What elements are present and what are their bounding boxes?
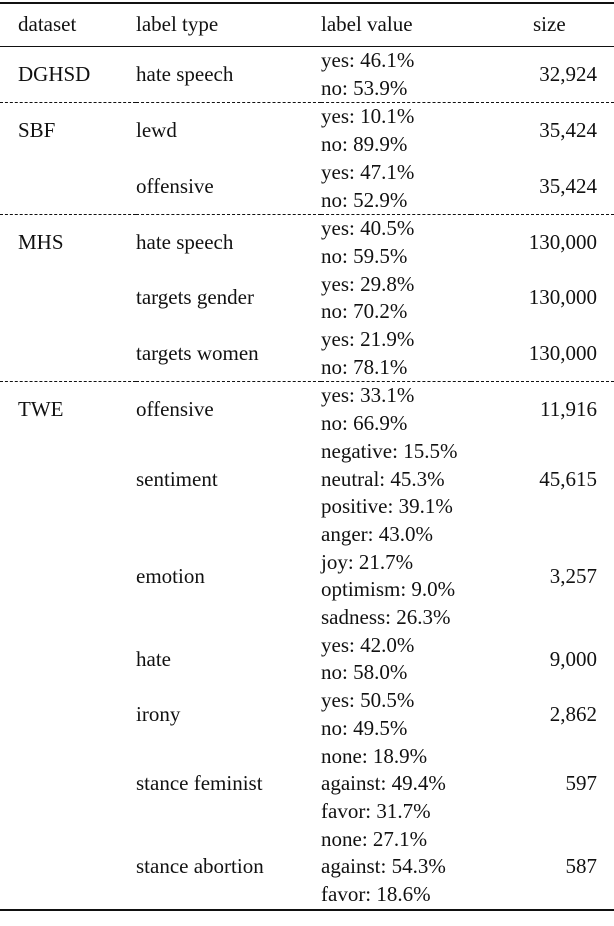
label-type-cell: hate speech [136, 215, 321, 271]
label-value-line: no: 70.2% [321, 299, 408, 324]
label-value-line: yes: 47.1% [321, 159, 415, 184]
table-row [0, 687, 614, 742]
dataset-cell [0, 521, 136, 632]
dataset-cell: MHS [0, 215, 136, 271]
label-value-line: optimism: 9.0% [321, 577, 456, 602]
label-value-line: no: 66.9% [321, 411, 408, 436]
table-row [0, 632, 614, 687]
label-type-cell: hate [136, 646, 171, 671]
label-type-cell: offensive [136, 382, 321, 438]
label-value-line: yes: 10.1% [321, 104, 415, 129]
label-value-line: yes: 40.5% [321, 216, 415, 241]
label-value-line: no: 53.9% [321, 75, 408, 100]
label-type-cell: hate speech [136, 47, 321, 103]
label-value-line: yes: 46.1% [321, 48, 415, 72]
label-value-line: no: 78.1% [321, 354, 408, 379]
header-label-value: label value [321, 12, 413, 37]
label-value-cell [321, 632, 471, 687]
label-value-cell [321, 326, 471, 382]
label-value-line: no: 49.5% [321, 715, 408, 740]
label-value-line: no: 52.9% [321, 187, 408, 212]
dataset-cell [0, 271, 136, 326]
dataset-cell: DGHSD [0, 47, 136, 103]
dataset-cell: TWE [0, 382, 136, 438]
label-value-line: no: 89.9% [321, 132, 408, 157]
dataset-cell [0, 326, 136, 382]
label-value-line: yes: 21.9% [321, 327, 415, 352]
dataset-cell: SBF [0, 103, 136, 159]
label-value-line: against: 54.3% [321, 854, 446, 879]
label-value-line: sadness: 26.3% [321, 605, 451, 630]
size-cell: 11,916 [471, 382, 614, 438]
label-type-cell: targets gender [136, 285, 254, 310]
header-size: size [533, 12, 566, 37]
label-type-cell: sentiment [136, 466, 218, 491]
size-cell: 587 [565, 854, 597, 879]
header-row [0, 3, 614, 47]
table-row [0, 215, 614, 271]
table-row [0, 743, 614, 826]
header-dataset: dataset [18, 12, 77, 37]
label-value-cell [321, 271, 471, 326]
size-cell: 130,000 [528, 285, 597, 310]
table-row [0, 826, 614, 910]
label-type-cell: lewd [136, 103, 321, 159]
label-type-cell: irony [136, 702, 181, 727]
size-cell: 2,862 [549, 702, 597, 727]
label-value-cell [321, 438, 471, 521]
table-row [0, 271, 614, 326]
label-value-line: neutral: 45.3% [321, 466, 445, 491]
size-cell: 9,000 [549, 646, 597, 671]
label-value-cell [321, 521, 471, 632]
label-type-cell: targets women [136, 340, 259, 365]
label-value-line: no: 58.0% [321, 660, 408, 685]
dataset-cell [0, 743, 136, 826]
label-value-cell [321, 743, 471, 826]
label-value-cell [321, 382, 471, 438]
dataset-statistics-table [0, 2, 614, 911]
label-value-line: yes: 42.0% [321, 632, 415, 657]
label-value-line: none: 18.9% [321, 743, 428, 768]
label-value-line: negative: 15.5% [321, 438, 458, 463]
table-row [0, 326, 614, 382]
size-cell: 130,000 [528, 340, 597, 365]
label-value-line: yes: 29.8% [321, 271, 415, 296]
size-cell: 32,924 [471, 47, 614, 103]
size-cell: 130,000 [471, 215, 614, 271]
label-value-line: against: 49.4% [321, 771, 446, 796]
label-type-cell: emotion [136, 563, 205, 588]
size-cell: 45,615 [539, 466, 597, 491]
table-row [0, 47, 614, 103]
table-row [0, 521, 614, 632]
dataset-cell [0, 159, 136, 215]
label-value-cell [321, 215, 471, 271]
label-type-cell: stance abortion [136, 854, 264, 879]
table-row [0, 438, 614, 521]
table-row [0, 159, 614, 215]
dataset-cell [0, 826, 136, 910]
table-row [0, 103, 614, 159]
label-value-cell [321, 687, 471, 742]
label-value-line: no: 59.5% [321, 243, 408, 268]
label-value-line: yes: 33.1% [321, 383, 415, 408]
label-value-cell [321, 826, 471, 910]
label-value-line: joy: 21.7% [321, 549, 414, 574]
table-row [0, 382, 614, 438]
label-value-line: yes: 50.5% [321, 688, 415, 713]
label-value-line: favor: 31.7% [321, 798, 431, 823]
label-type-cell: stance feminist [136, 771, 263, 796]
label-value-line: positive: 39.1% [321, 494, 453, 519]
label-value-cell [321, 103, 471, 159]
label-value-line: none: 27.1% [321, 826, 428, 851]
size-cell: 597 [565, 771, 597, 796]
label-type-cell: offensive [136, 173, 214, 198]
label-value-line: anger: 43.0% [321, 521, 433, 546]
label-value-cell [321, 47, 471, 103]
label-value-cell [321, 159, 471, 215]
size-cell: 35,424 [539, 173, 597, 198]
dataset-cell [0, 687, 136, 742]
table-body [0, 47, 614, 910]
label-value-line: favor: 18.6% [321, 882, 431, 907]
dataset-cell [0, 438, 136, 521]
size-cell: 3,257 [549, 563, 597, 588]
size-cell: 35,424 [471, 103, 614, 159]
header-label-type: label type [136, 12, 219, 37]
dataset-cell [0, 632, 136, 687]
